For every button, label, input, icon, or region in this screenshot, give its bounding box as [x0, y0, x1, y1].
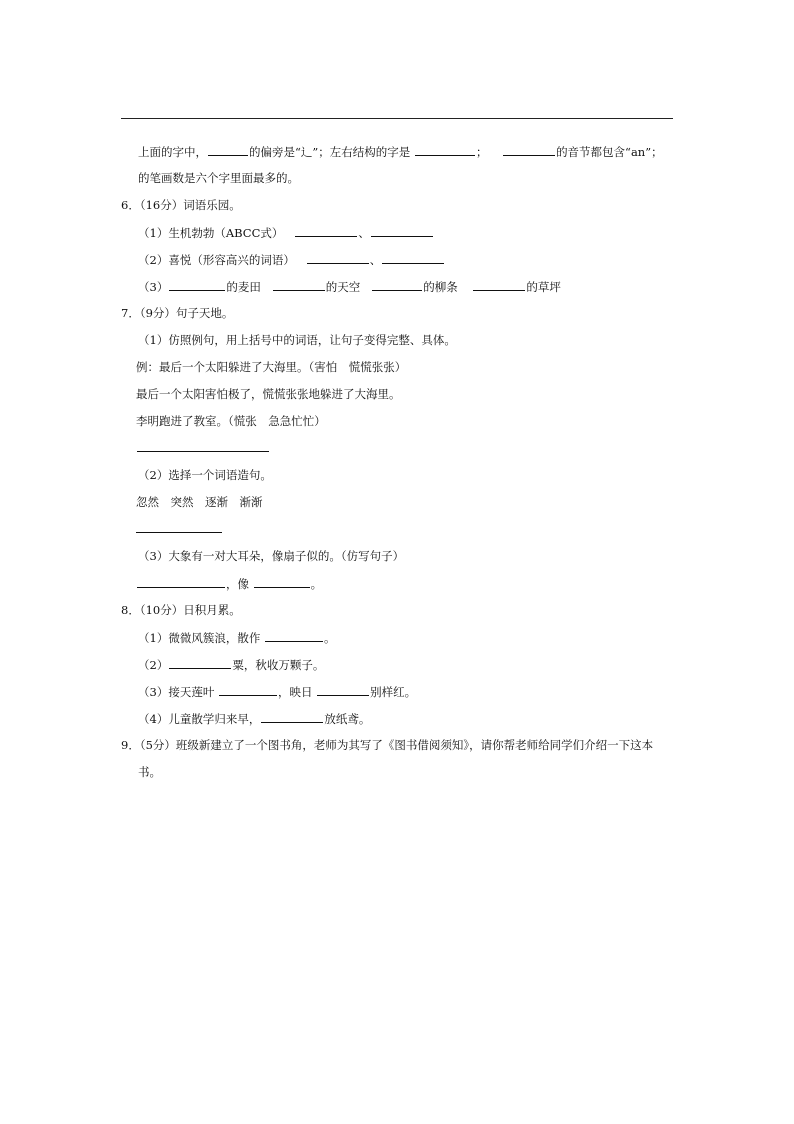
- q7-part2-words: 忽然 突然 逐渐 渐渐: [136, 495, 263, 509]
- answer-blank[interactable]: [371, 224, 433, 237]
- q6-item-3-p1: 的麦田: [226, 280, 261, 294]
- answer-blank[interactable]: [382, 251, 444, 264]
- q5-text-c: ”；左右结构的字是: [312, 145, 411, 159]
- answer-blank[interactable]: [219, 683, 277, 696]
- answer-blank[interactable]: [473, 278, 525, 291]
- q6-item-2-label: （2）喜悦（形容高兴的词语）: [138, 253, 295, 267]
- q7-part3-instruction: （3）大象有一对大耳朵，像扇子似的。（仿写句子）: [138, 549, 405, 563]
- q7-part3-mid: ，像: [226, 577, 249, 591]
- q6-title: 6．（16分）词语乐园。: [121, 198, 241, 212]
- q6-item-3: [138, 278, 561, 295]
- q9-line-1: 9．（5分）班级新建立了一个图书角，老师为其写了《图书借阅须知》，请你帮老师给同学们介绍一下这本: [121, 738, 654, 752]
- answer-blank[interactable]: [317, 683, 369, 696]
- answer-blank[interactable]: [169, 656, 231, 669]
- q8-item-2-a: （2）: [138, 658, 169, 672]
- q7-title: 7．（9分）句子天地。: [121, 306, 234, 320]
- q8-item-3-a: （3）接天莲叶: [138, 685, 215, 699]
- q6-item-3-p2: 的天空: [325, 280, 361, 294]
- header-rule: [121, 118, 673, 119]
- q8-item-1: [138, 629, 335, 646]
- q8-item-2-b: 粟，秋收万颗子。: [232, 658, 325, 672]
- q8-item-2: [138, 656, 324, 673]
- q8-item-3: [138, 683, 416, 700]
- answer-blank[interactable]: [261, 710, 323, 723]
- answer-blank[interactable]: [208, 143, 248, 156]
- q8-item-1-b: 。: [323, 631, 336, 645]
- q6-item-3-p3: 的柳条: [423, 280, 458, 294]
- radical-glyph: ⻌: [300, 145, 313, 159]
- answer-line[interactable]: [136, 532, 222, 533]
- answer-blank[interactable]: [265, 629, 323, 642]
- answer-blank[interactable]: [415, 143, 475, 156]
- q8-item-4-a: （4）儿童散学归来早，: [138, 712, 261, 726]
- answer-blank[interactable]: [169, 278, 225, 291]
- answer-blank[interactable]: [307, 251, 369, 264]
- q6-item-1-label: （1）生机勃勃（ABCC式）: [138, 226, 284, 240]
- q7-example: 例：最后一个太阳躲进了大海里。（害怕 慌慌张张）: [136, 360, 407, 374]
- q5-line-1: [138, 143, 663, 160]
- answer-blank[interactable]: [137, 575, 225, 588]
- q7-part1-instruction: （1）仿照例句，用上括号中的词语，让句子变得完整、具体。: [138, 333, 456, 347]
- q8-item-4-b: 放纸鸢。: [324, 712, 371, 726]
- q5-text-b: 的偏旁是“: [249, 145, 301, 159]
- q8-item-1-a: （1）微微风簇浪，散作: [138, 631, 261, 645]
- q8-item-3-c: 别样红。: [370, 685, 417, 699]
- q7-part3-end: 。: [310, 577, 323, 591]
- q8-item-3-b: ，映日: [277, 685, 313, 699]
- q8-item-4: [138, 710, 370, 727]
- q6-item-3-p4: 的草坪: [526, 280, 561, 294]
- answer-blank[interactable]: [273, 278, 325, 291]
- answer-line[interactable]: [137, 451, 269, 452]
- q5-line-2: 的笔画数是六个字里面最多的。: [138, 171, 299, 185]
- answer-blank[interactable]: [295, 224, 357, 237]
- q9-line-2: 书。: [138, 765, 161, 779]
- answer-blank[interactable]: [503, 143, 555, 156]
- q7-part2-instruction: （2）选择一个词语造句。: [138, 468, 272, 482]
- separator: 、: [358, 226, 370, 240]
- q5-text-d: ；: [475, 145, 488, 159]
- separator: 、: [369, 253, 382, 267]
- answer-blank[interactable]: [254, 575, 310, 588]
- q5-text-a: 上面的字中，: [138, 145, 207, 159]
- q6-item-3-prefix: （3）: [138, 280, 169, 294]
- q7-task: 李明跑进了教室。（慌张 急急忙忙）: [136, 414, 326, 428]
- q5-text-e: 的音节都包含“an”；: [556, 145, 663, 159]
- q6-item-2: [138, 251, 445, 268]
- q6-item-1: [138, 224, 434, 241]
- q7-example-answer: 最后一个太阳害怕极了，慌慌张张地躲进了大海里。: [136, 387, 401, 401]
- answer-blank[interactable]: [372, 278, 422, 291]
- q8-title: 8．（10分）日积月累。: [121, 603, 241, 617]
- q7-part3-template: [136, 575, 322, 592]
